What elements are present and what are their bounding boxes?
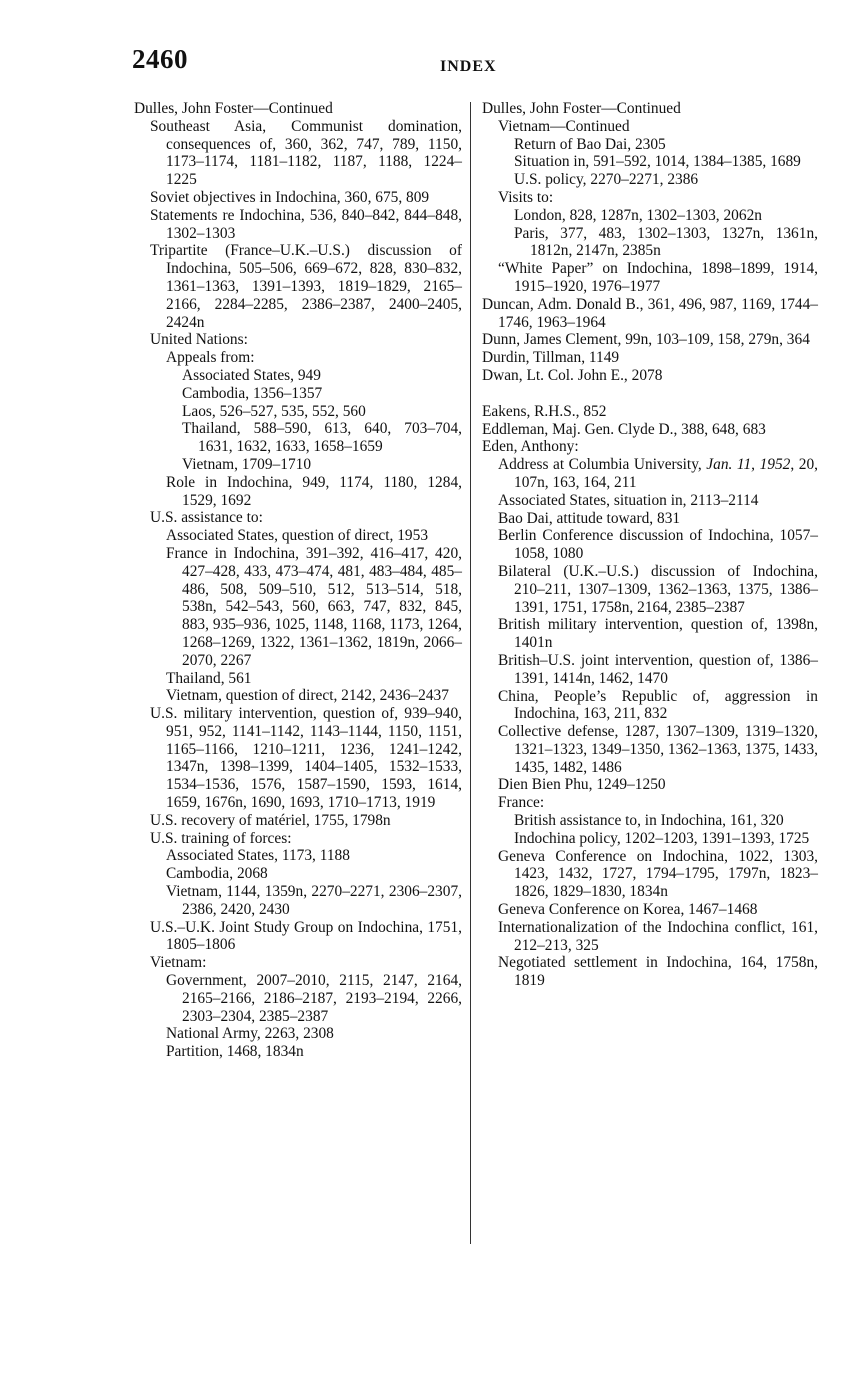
index-entry: Laos, 526–527, 535, 552, 560 — [182, 402, 366, 420]
index-entry: Vietnam, question of direct, 2142, 2436–2437 — [166, 687, 449, 705]
column-divider — [470, 102, 471, 1244]
index-entry: Situation in, 591–592, 1014, 1384–1385, 1689 — [514, 153, 801, 171]
index-entry: Visits to: — [498, 188, 554, 206]
index-entry: Durdin, Tillman, 1149 — [482, 349, 620, 367]
index-entry: Eakens, R.H.S., 852 — [482, 402, 607, 420]
index-entry: British military intervention, question of, 1398n, 1401n — [498, 616, 818, 652]
index-entry: Dwan, Lt. Col. John E., 2078 — [482, 366, 663, 384]
index-entry: Southeast Asia, Communist domination, consequences of, 360, 362, 747, 789, 1150, 1173–1174, 1181–1182, 1187, 1188, 1224–1225 — [150, 117, 462, 189]
index-entry: Vietnam, 1709–1710 — [182, 455, 312, 473]
index-entry: Collective defense, 1287, 1307–1309, 1319–1320, 1321–1323, 1349–1350, 1362–1363, 1375, 1433, 1435, 1482, 1486 — [498, 723, 818, 776]
index-entry: U.S. training of forces: — [150, 829, 292, 847]
index-entry: U.S.–U.K. Joint Study Group on Indochina, 1751, 1805–1806 — [150, 918, 462, 954]
index-entry: Paris, 377, 483, 1302–1303, 1327n, 1361n, 1812n, 2147n, 2385n — [514, 224, 818, 260]
index-entry: France in Indochina, 391–392, 416–417, 420, 427–428, 433, 473–474, 481, 483–484, 485–486, 508, 509–510, 512, 513–514, 518, 538n, 542–543, 560, 663, 747, 832, 845, 883, 935–936, 1025, 1148, 1168, 1173, 1264, 1268–1269, 1322, 1361–1362, 1819n, 2066–2070, 2267 — [166, 544, 462, 669]
index-entry: U.S. policy, 2270–2271, 2386 — [514, 171, 699, 189]
italic-date: Jan. 11, 1952 — [706, 456, 791, 474]
index-entry: Associated States, 1173, 1188 — [166, 847, 350, 865]
index-entry: Vietnam—Continued — [498, 117, 630, 135]
index-entry: Soviet objectives in Indochina, 360, 675, 809 — [150, 188, 430, 206]
index-entry: Eddleman, Maj. Gen. Clyde D., 388, 648, 683 — [482, 420, 766, 438]
index-entry: British assistance to, in Indochina, 161, 320 — [514, 812, 784, 830]
index-entry: Eden, Anthony: — [482, 438, 579, 456]
index-entry: Partition, 1468, 1834n — [166, 1043, 304, 1061]
index-entry: Associated States, situation in, 2113–2114 — [498, 491, 759, 509]
index-entry: Tripartite (France–U.K.–U.S.) discussion of Indochina, 505–506, 669–672, 828, 830–832, 1361–1363, 1391–1393, 1819–1829, 2165–2166, 2284–2285, 2386–2387, 2400–2405, 2424n — [150, 242, 462, 331]
index-gap — [482, 385, 818, 403]
index-entry: Associated States, question of direct, 1953 — [166, 527, 429, 545]
index-entry: Geneva Conference on Korea, 1467–1468 — [498, 901, 758, 919]
index-entry: London, 828, 1287n, 1302–1303, 2062n — [514, 206, 762, 224]
index-entry: U.S. military intervention, question of, 939–940, 951, 952, 1141–1142, 1143–1144, 1150, 1151, 1165–1166, 1210–1211, 1236, 1241–1242, 1347n, 1398–1399, 1404–1405, 1532–1533, 1534–1536, 1576, 1587–1590, 1593, 1614, 1659, 1676n, 1690, 1693, 1710–1713, 1919 — [150, 705, 462, 812]
index-entry: Dulles, John Foster—Continued — [134, 100, 333, 117]
index-entry: Dunn, James Clement, 99n, 103–109, 158, 279n, 364 — [482, 331, 810, 349]
index-entry: Geneva Conference on Indochina, 1022, 1303, 1423, 1432, 1727, 1794–1795, 1797n, 1823–1826, 1829–1830, 1834n — [498, 847, 818, 901]
index-entry: France: — [498, 794, 545, 812]
index-column-right — [482, 100, 818, 990]
index-entry: Berlin Conference discussion of Indochina, 1057–1058, 1080 — [498, 527, 818, 563]
index-column-left — [134, 100, 462, 1061]
index-entry: Indochina policy, 1202–1203, 1391–1393, 1725 — [514, 829, 810, 847]
index-entry: Appeals from: — [166, 349, 255, 367]
index-entry: Associated States, 949 — [182, 366, 321, 384]
index-entry: Government, 2007–2010, 2115, 2147, 2164, 2165–2166, 2186–2187, 2193–2194, 2266, 2303–2304, 2385–2387 — [166, 972, 462, 1025]
index-entry: Bilateral (U.K.–U.S.) discussion of Indochina, 210–211, 1307–1309, 1362–1363, 1375, 1386–1391, 1751, 1758n, 2164, 2385–2387 — [498, 562, 818, 616]
index-entry: China, People’s Republic of, aggression in Indochina, 163, 211, 832 — [498, 687, 818, 723]
index-entry: Address at Columbia University, Jan. 11, 1952, 20, 107n, 163, 164, 211 — [498, 456, 818, 491]
index-entry: Cambodia, 1356–1357 — [182, 384, 323, 402]
index-entry: Cambodia, 2068 — [166, 865, 268, 883]
index-entry: Thailand, 561 — [166, 669, 252, 687]
index-entry: Negotiated settlement in Indochina, 164, 1758n, 1819 — [498, 954, 818, 990]
index-entry: Vietnam, 1144, 1359n, 2270–2271, 2306–2307, 2386, 2420, 2430 — [166, 883, 462, 918]
index-entry: “White Paper” on Indochina, 1898–1899, 1914, 1915–1920, 1976–1977 — [498, 260, 818, 295]
running-head: INDEX — [440, 58, 497, 75]
index-entry: British–U.S. joint intervention, question of, 1386–1391, 1414n, 1462, 1470 — [498, 651, 818, 687]
index-entry: Vietnam: — [150, 954, 207, 972]
page-number: 2460 — [132, 44, 188, 74]
index-entry: United Nations: — [150, 331, 248, 349]
index-entry: Role in Indochina, 949, 1174, 1180, 1284, 1529, 1692 — [166, 473, 462, 509]
index-entry: National Army, 2263, 2308 — [166, 1025, 334, 1043]
index-entry: Duncan, Adm. Donald B., 361, 496, 987, 1169, 1744–1746, 1963–1964 — [482, 295, 818, 331]
index-entry: Return of Bao Dai, 2305 — [514, 135, 666, 153]
index-entry: Internationalization of the Indochina conflict, 161, 212–213, 325 — [498, 918, 818, 954]
index-entry: Bao Dai, attitude toward, 831 — [498, 509, 681, 527]
index-entry: Thailand, 588–590, 613, 640, 703–704, 1631, 1632, 1633, 1658–1659 — [182, 420, 462, 456]
index-entry: Dien Bien Phu, 1249–1250 — [498, 776, 666, 794]
index-entry: Statements re Indochina, 536, 840–842, 844–848, 1302–1303 — [150, 206, 462, 242]
index-entry: U.S. recovery of matériel, 1755, 1798n — [150, 811, 391, 829]
index-entry: U.S. assistance to: — [150, 509, 263, 527]
index-entry: Dulles, John Foster—Continued — [482, 100, 681, 117]
